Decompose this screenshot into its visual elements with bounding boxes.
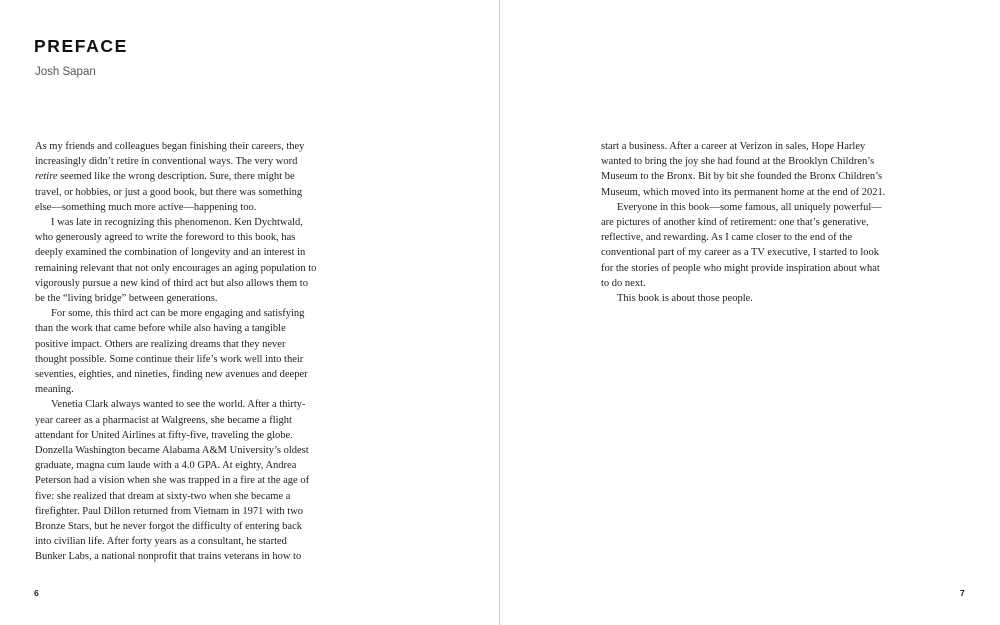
paragraph: Venetia Clark always wanted to see the world. After a thirty-year career as a pharmacist at Walgreens, she became a flight attendant for United Airlines at fifty-five, traveling the globe. Donzella Washington became Alabama A&M University’s oldest graduate, magna cum laude with a 4.0 GPA. At eighty, Andrea Peterson had a vision when she was trapped in a fire at the age of five: she realized that dream at sixty-two when she became a firefighter. Paul Dillon returned from Vietnam in 1971 with two Bronze Stars, but he never forgot the difficulty of entering back into civilian life. After forty years as a consultant, he started Bunker Labs, a national nonprofit that trains veterans in how to bbox=[35, 399, 310, 563]
paragraph: Everyone in this book—some famous, all uniquely powerful—are pictures of another kind of retirement: one that’s generative, reflective, and rewarding. As I came closer to the end of the conventional part of my career as a TV executive, I started to look for the stories of people who might provide inspiration about what to do next. bbox=[601, 201, 882, 289]
paragraph: As my friends and colleagues began finishing their careers, they increasingly didn’t retire in conventional ways. The very word retire seemed like the wrong description. Sure, there might be travel, or hobbies, or just a good book, but there was something else—something much more active—happening too. bbox=[35, 141, 305, 213]
emphasis: retire bbox=[35, 171, 58, 183]
paragraph: start a business. After a career at Verizon in sales, Hope Harley wanted to bring the joy she had found at the Brooklyn Children’s Museum to the Bronx. Bit by bit she founded the Bronx Children’s Museum, which moved into its permanent home at the end of 2021. bbox=[601, 141, 886, 198]
page-number-right: 7 bbox=[960, 588, 965, 598]
chapter-author: Josh Sapan bbox=[35, 66, 96, 78]
chapter-title: PREFACE bbox=[34, 36, 128, 56]
right-page-body bbox=[601, 139, 886, 306]
page-number-left: 6 bbox=[34, 588, 39, 598]
paragraph: For some, this third act can be more engaging and satisfying than the work that came before while also having a tangible positive impact. Others are realizing dreams that they never thought possible. Some continue their life’s work well into their seventies, eighties, and nineties, finding new avenues and deeper meaning. bbox=[35, 308, 308, 396]
left-page-body bbox=[35, 139, 320, 565]
right-page bbox=[500, 0, 1000, 625]
paragraph: I was late in recognizing this phenomenon. Ken Dychtwald, who generously agreed to write the foreword to this book, has deeply examined the combination of longevity and an interest in remaining relevant that not only encourages an aging population to vigorously pursue a new kind of third act but also allows them to be the “living bridge” between generations. bbox=[35, 217, 317, 305]
paragraph: This book is about those people. bbox=[617, 293, 753, 305]
